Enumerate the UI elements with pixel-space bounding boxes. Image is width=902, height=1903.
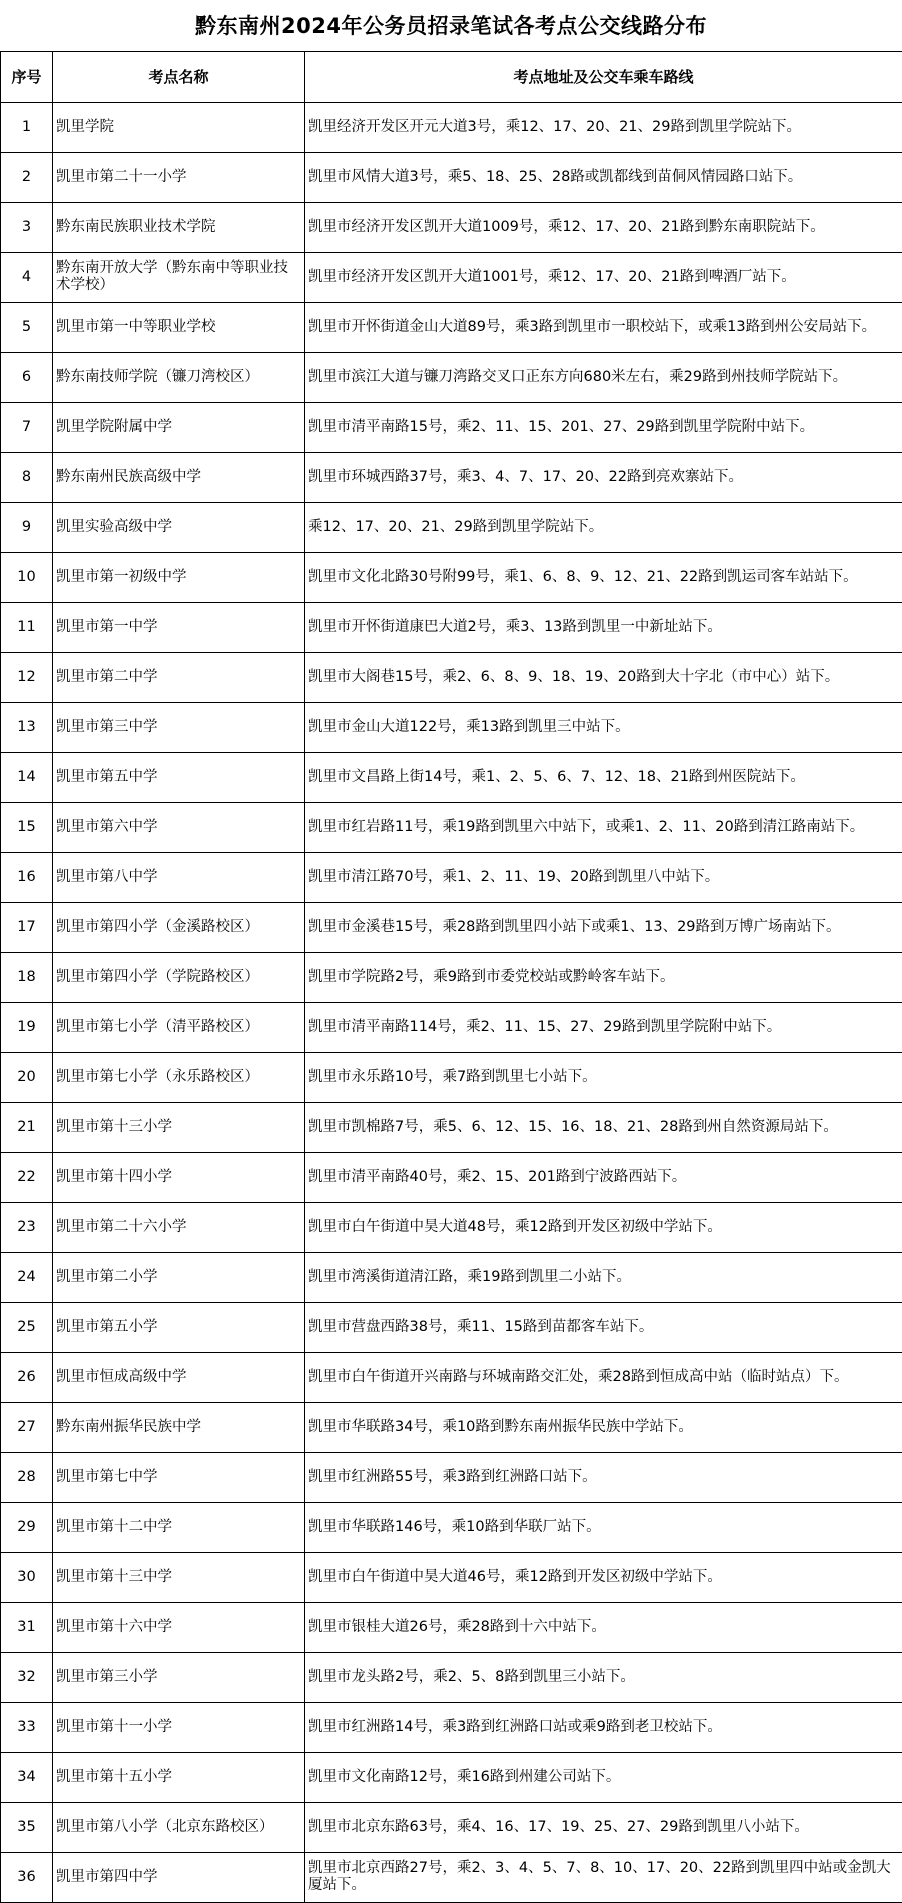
table-row (1, 1302, 902, 1352)
table-row (1, 452, 902, 502)
row-number: 29 (1, 1502, 53, 1552)
route-text: 凯里市红洲路55号，乘3路到红洲路口站下。 (305, 1452, 902, 1502)
table-header-row (1, 52, 902, 102)
site-name: 凯里市第一中等职业学校 (53, 302, 305, 352)
table-row (1, 652, 902, 702)
table-row (1, 1802, 902, 1852)
route-text: 凯里市清平南路114号，乘2、11、15、27、29路到凯里学院附中站下。 (305, 1002, 902, 1052)
route-text: 凯里市银桂大道26号，乘28路到十六中站下。 (305, 1602, 902, 1652)
site-name: 凯里市第十五小学 (53, 1752, 305, 1802)
table-row (1, 1502, 902, 1552)
page-title: 黔东南州2024年公务员招录笔试各考点公交线路分布 (0, 0, 902, 52)
table-row (1, 402, 902, 452)
table-row (1, 1752, 902, 1802)
route-text: 凯里市白午街道开兴南路与环城南路交汇处，乘28路到恒成高中站（临时站点）下。 (305, 1352, 902, 1402)
row-number: 17 (1, 902, 53, 952)
route-text: 凯里市文昌路上街14号，乘1、2、5、6、7、12、18、21路到州医院站下。 (305, 752, 902, 802)
table-row (1, 802, 902, 852)
route-text: 凯里市白午街道中昊大道48号，乘12路到开发区初级中学站下。 (305, 1202, 902, 1252)
row-number: 32 (1, 1652, 53, 1702)
site-name: 凯里实验高级中学 (53, 502, 305, 552)
row-number: 5 (1, 302, 53, 352)
site-name: 凯里市第四小学（金溪路校区） (53, 902, 305, 952)
row-number: 8 (1, 452, 53, 502)
route-text: 凯里市开怀街道金山大道89号，乘3路到凯里市一职校站下，或乘13路到州公安局站下。 (305, 302, 902, 352)
row-number: 4 (1, 252, 53, 302)
route-text: 凯里市湾溪街道清江路，乘19路到凯里二小站下。 (305, 1252, 902, 1302)
site-name: 凯里市第三小学 (53, 1652, 305, 1702)
site-name: 黔东南技师学院（镰刀湾校区） (53, 352, 305, 402)
row-number: 31 (1, 1602, 53, 1652)
row-number: 1 (1, 102, 53, 152)
table-row (1, 1052, 902, 1102)
route-text: 凯里市清平南路15号，乘2、11、15、201、27、29路到凯里学院附中站下。 (305, 402, 902, 452)
site-name: 凯里市第十三小学 (53, 1102, 305, 1152)
table-row (1, 1252, 902, 1302)
row-number: 9 (1, 502, 53, 552)
table-row (1, 152, 902, 202)
route-text: 凯里市风情大道3号，乘5、18、25、28路或凯都线到苗侗风情园路口站下。 (305, 152, 902, 202)
route-text: 凯里市经济开发区凯开大道1009号，乘12、17、20、21路到黔东南职院站下。 (305, 202, 902, 252)
row-number: 23 (1, 1202, 53, 1252)
site-name: 凯里市第六中学 (53, 802, 305, 852)
route-text: 凯里市红洲路14号，乘3路到红洲路口站或乘9路到老卫校站下。 (305, 1702, 902, 1752)
table-row (1, 1402, 902, 1452)
site-name: 凯里市第十二中学 (53, 1502, 305, 1552)
site-name: 凯里市第七小学（清平路校区） (53, 1002, 305, 1052)
route-text: 乘12、17、20、21、29路到凯里学院站下。 (305, 502, 902, 552)
row-number: 19 (1, 1002, 53, 1052)
route-text: 凯里市环城西路37号，乘3、4、7、17、20、22路到亮欢寨站下。 (305, 452, 902, 502)
site-name: 凯里市第八小学（北京东路校区） (53, 1802, 305, 1852)
site-name: 凯里市第七小学（永乐路校区） (53, 1052, 305, 1102)
route-text: 凯里市凯棉路7号，乘5、6、12、15、16、18、21、28路到州自然资源局站下。 (305, 1102, 902, 1152)
route-text: 凯里市北京东路63号，乘4、16、17、19、25、27、29路到凯里八小站下。 (305, 1802, 902, 1852)
route-text: 凯里市开怀街道康巴大道2号，乘3、13路到凯里一中新址站下。 (305, 602, 902, 652)
header-no: 序号 (1, 52, 53, 102)
row-number: 25 (1, 1302, 53, 1352)
table-row (1, 1702, 902, 1752)
table-row (1, 1002, 902, 1052)
site-name: 凯里市恒成高级中学 (53, 1352, 305, 1402)
table-row (1, 1852, 902, 1902)
site-name: 凯里学院 (53, 102, 305, 152)
site-name: 黔东南民族职业技术学院 (53, 202, 305, 252)
row-number: 14 (1, 752, 53, 802)
row-number: 6 (1, 352, 53, 402)
route-text: 凯里市华联路34号，乘10路到黔东南州振华民族中学站下。 (305, 1402, 902, 1452)
route-text: 凯里市白午街道中昊大道46号，乘12路到开发区初级中学站下。 (305, 1552, 902, 1602)
route-text: 凯里市龙头路2号，乘2、5、8路到凯里三小站下。 (305, 1652, 902, 1702)
site-name: 凯里市第二小学 (53, 1252, 305, 1302)
row-number: 36 (1, 1852, 53, 1902)
table-body (1, 102, 902, 1902)
row-number: 11 (1, 602, 53, 652)
row-number: 3 (1, 202, 53, 252)
table-row (1, 1552, 902, 1602)
table-row (1, 1602, 902, 1652)
site-name: 凯里市第三中学 (53, 702, 305, 752)
site-name: 凯里市第五中学 (53, 752, 305, 802)
table-row (1, 552, 902, 602)
row-number: 16 (1, 852, 53, 902)
route-text: 凯里市清平南路40号，乘2、15、201路到宁波路西站下。 (305, 1152, 902, 1202)
site-name: 凯里市第二中学 (53, 652, 305, 702)
row-number: 28 (1, 1452, 53, 1502)
table-row (1, 852, 902, 902)
route-text: 凯里市北京西路27号，乘2、3、4、5、7、8、10、17、20、22路到凯里四中站或金凯大厦站下。 (305, 1852, 902, 1902)
table-row (1, 952, 902, 1002)
table-row (1, 352, 902, 402)
site-name: 凯里市第二十六小学 (53, 1202, 305, 1252)
table-row (1, 302, 902, 352)
route-text: 凯里经济开发区开元大道3号，乘12、17、20、21、29路到凯里学院站下。 (305, 102, 902, 152)
row-number: 10 (1, 552, 53, 602)
table-row (1, 202, 902, 252)
table-row (1, 1352, 902, 1402)
row-number: 33 (1, 1702, 53, 1752)
table-row (1, 602, 902, 652)
table-row (1, 102, 902, 152)
table-row (1, 902, 902, 952)
route-text: 凯里市文化南路12号，乘16路到州建公司站下。 (305, 1752, 902, 1802)
site-name: 黔东南州振华民族中学 (53, 1402, 305, 1452)
header-name: 考点名称 (53, 52, 305, 102)
site-name: 凯里市第五小学 (53, 1302, 305, 1352)
site-name: 凯里市第一初级中学 (53, 552, 305, 602)
table-row (1, 702, 902, 752)
row-number: 34 (1, 1752, 53, 1802)
site-name: 凯里市第十一小学 (53, 1702, 305, 1752)
site-name: 凯里市第八中学 (53, 852, 305, 902)
route-text: 凯里市文化北路30号附99号，乘1、6、8、9、12、21、22路到凯运司客车站站下。 (305, 552, 902, 602)
table-row (1, 1652, 902, 1702)
row-number: 21 (1, 1102, 53, 1152)
site-name: 凯里市第十三中学 (53, 1552, 305, 1602)
site-name: 凯里市第四小学（学院路校区） (53, 952, 305, 1002)
site-name: 黔东南开放大学（黔东南中等职业技术学校） (53, 252, 305, 302)
site-name: 黔东南州民族高级中学 (53, 452, 305, 502)
row-number: 2 (1, 152, 53, 202)
route-text: 凯里市红岩路11号，乘19路到凯里六中站下，或乘1、2、11、20路到清江路南站下。 (305, 802, 902, 852)
table-row (1, 1202, 902, 1252)
row-number: 26 (1, 1352, 53, 1402)
row-number: 35 (1, 1802, 53, 1852)
site-name: 凯里市第一中学 (53, 602, 305, 652)
route-table (0, 52, 902, 1903)
row-number: 20 (1, 1052, 53, 1102)
row-number: 13 (1, 702, 53, 752)
row-number: 7 (1, 402, 53, 452)
route-text: 凯里市学院路2号，乘9路到市委党校站或黔岭客车站下。 (305, 952, 902, 1002)
row-number: 30 (1, 1552, 53, 1602)
route-text: 凯里市经济开发区凯开大道1001号，乘12、17、20、21路到啤酒厂站下。 (305, 252, 902, 302)
table-row (1, 252, 902, 302)
site-name: 凯里市第四中学 (53, 1852, 305, 1902)
site-name: 凯里市第十四小学 (53, 1152, 305, 1202)
site-name: 凯里市第十六中学 (53, 1602, 305, 1652)
route-text: 凯里市清江路70号，乘1、2、11、19、20路到凯里八中站下。 (305, 852, 902, 902)
site-name: 凯里市第七中学 (53, 1452, 305, 1502)
table-row (1, 1452, 902, 1502)
table-row (1, 502, 902, 552)
route-text: 凯里市滨江大道与镰刀湾路交叉口正东方向680米左右，乘29路到州技师学院站下。 (305, 352, 902, 402)
route-text: 凯里市金溪巷15号，乘28路到凯里四小站下或乘1、13、29路到万博广场南站下。 (305, 902, 902, 952)
site-name: 凯里市第二十一小学 (53, 152, 305, 202)
route-text: 凯里市金山大道122号，乘13路到凯里三中站下。 (305, 702, 902, 752)
row-number: 18 (1, 952, 53, 1002)
row-number: 15 (1, 802, 53, 852)
site-name: 凯里学院附属中学 (53, 402, 305, 452)
route-text: 凯里市华联路146号，乘10路到华联厂站下。 (305, 1502, 902, 1552)
table-row (1, 752, 902, 802)
row-number: 12 (1, 652, 53, 702)
route-text: 凯里市营盘西路38号，乘11、15路到苗都客车站下。 (305, 1302, 902, 1352)
route-text: 凯里市永乐路10号，乘7路到凯里七小站下。 (305, 1052, 902, 1102)
table-row (1, 1102, 902, 1152)
row-number: 27 (1, 1402, 53, 1452)
table-row (1, 1152, 902, 1202)
header-route: 考点地址及公交车乘车路线 (305, 52, 902, 102)
route-text: 凯里市大阁巷15号，乘2、6、8、9、18、19、20路到大十字北（市中心）站下。 (305, 652, 902, 702)
row-number: 22 (1, 1152, 53, 1202)
row-number: 24 (1, 1252, 53, 1302)
